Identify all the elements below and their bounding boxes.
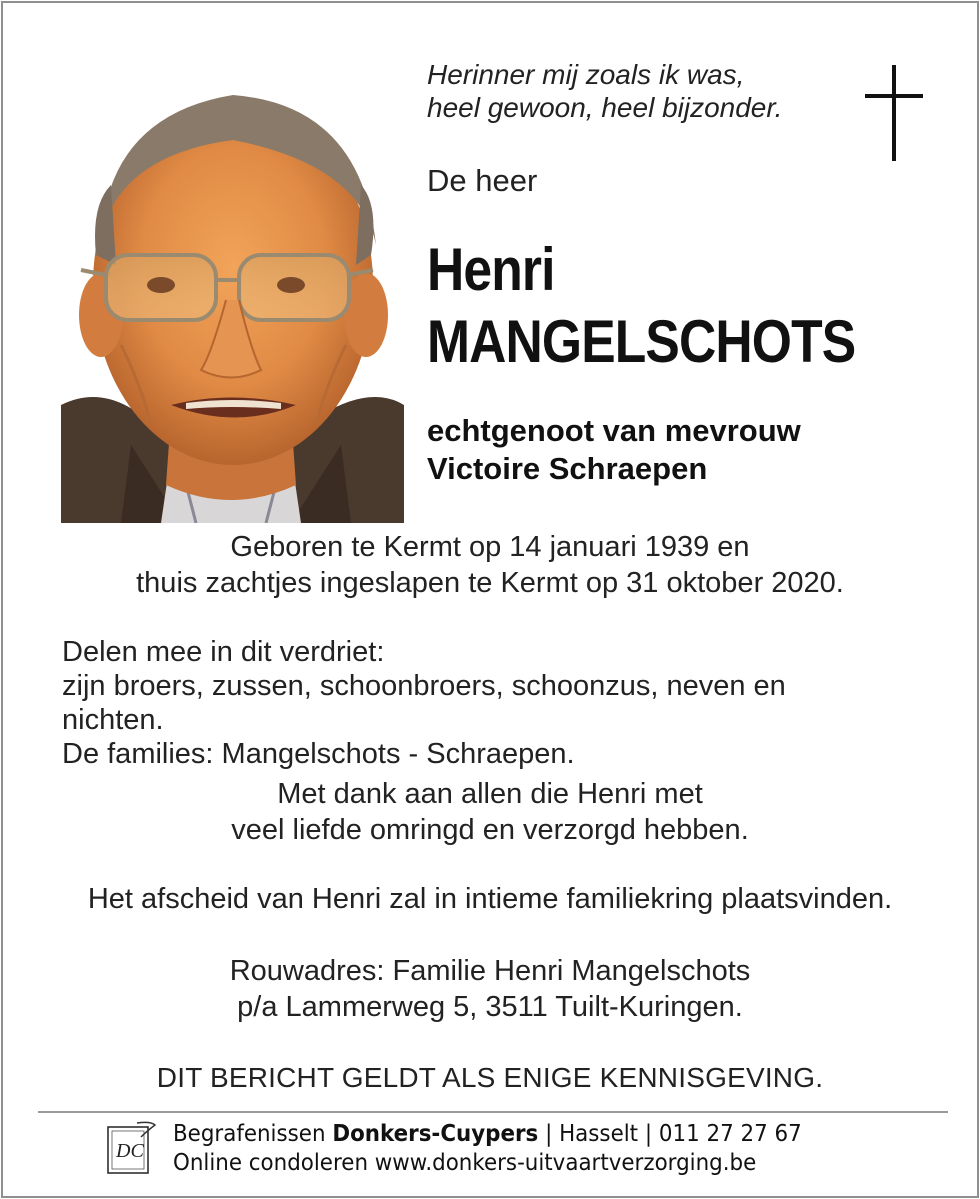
quote-line-1: Herinner mij zoals ik was, <box>427 59 745 90</box>
farewell-message: Het afscheid van Henri zal in intieme familiekring plaatsvinden. <box>87 883 893 915</box>
honorific: De heer <box>427 163 538 198</box>
thanks-line-1: Met dank aan allen die Henri met <box>277 778 703 810</box>
family-line-3: De families: Mangelschots - Schraepen. <box>62 738 575 770</box>
spouse-line-2: Victoire Schraepen <box>427 451 708 486</box>
funeral-home-logo-icon <box>107 1121 157 1175</box>
quote-line-2: heel gewoon, heel bijzonder. <box>427 92 783 123</box>
birth-line: Geboren te Kermt op 14 januari 1939 en <box>230 531 750 563</box>
address-line-2: p/a Lammerweg 5, 3511 Tuilt-Kuringen. <box>237 991 743 1023</box>
footer-separator-2: | <box>638 1121 659 1147</box>
footer-line-2 <box>173 1149 802 1178</box>
footer-prefix: Begrafenissen <box>173 1121 333 1147</box>
family-line-2: nichten. <box>62 704 164 736</box>
obituary-card <box>1 1 979 1198</box>
first-name: Henri <box>427 236 555 303</box>
last-name: MANGELSCHOTS <box>427 308 856 375</box>
spouse-line-1: echtgenoot van mevrouw <box>427 413 801 448</box>
footer-phone: 011 27 27 67 <box>658 1121 802 1147</box>
birth-death-info <box>3 529 977 601</box>
funeral-home-name: Donkers-Cuypers <box>332 1121 539 1147</box>
family-line-1: zijn broers, zussen, schoonbroers, schoonzus, neven en <box>62 670 786 702</box>
address-line-1: Rouwadres: Familie Henri Mangelschots <box>229 955 751 987</box>
portrait-photo <box>61 85 404 523</box>
website-link[interactable]: www.donkers-uitvaartverzorging.be <box>374 1150 757 1176</box>
footer-divider <box>38 1111 948 1113</box>
thanks-message <box>3 776 977 848</box>
logo-text: DC <box>116 1140 144 1162</box>
online-condolence-label: Online condoleren <box>173 1150 375 1176</box>
memorial-quote <box>427 58 782 124</box>
funeral-home-footer <box>173 1120 802 1178</box>
notice-text: DIT BERICHT GELDT ALS ENIGE KENNISGEVING. <box>156 1062 824 1093</box>
family-info <box>62 635 922 771</box>
thanks-line-2: veel liefde omringd en verzorgd hebben. <box>231 814 749 846</box>
family-heading: Delen mee in dit verdriet: <box>62 636 385 668</box>
death-line: thuis zachtjes ingeslapen te Kermt op 31 oktober 2020. <box>136 567 844 599</box>
spouse-info <box>427 412 801 488</box>
footer-separator-1: | <box>538 1121 560 1147</box>
footer-city: Hasselt <box>559 1121 639 1147</box>
footer-line-1 <box>173 1120 802 1149</box>
mourning-address <box>3 953 977 1025</box>
cross-icon <box>865 65 923 161</box>
